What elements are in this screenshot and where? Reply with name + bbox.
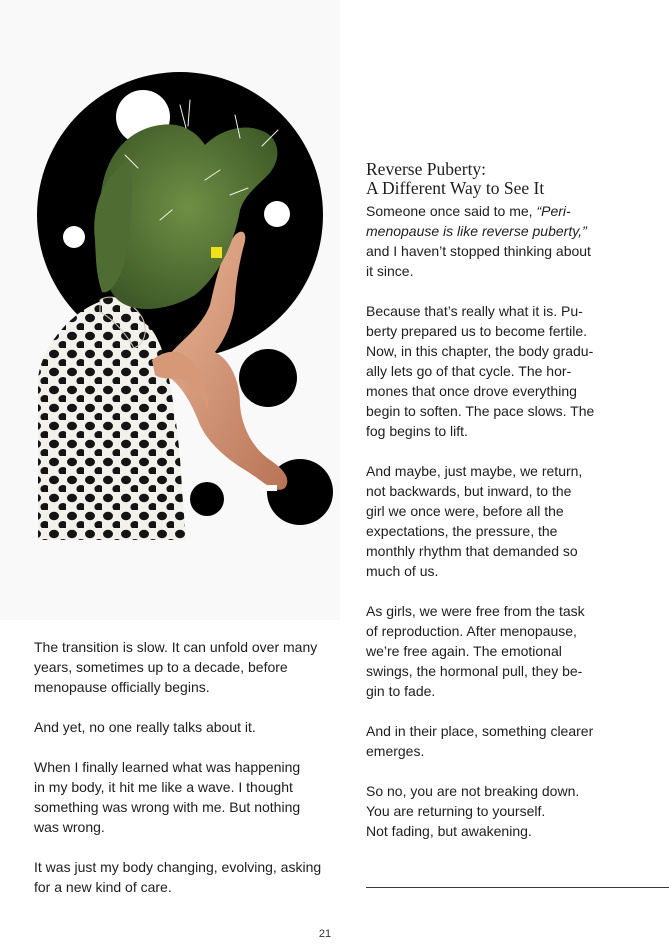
text-line: It was just my body changing, evolving, asking	[34, 859, 322, 875]
text-line: So no, you are not breaking down.	[366, 783, 580, 799]
paragraph-emerges	[366, 721, 626, 761]
left-column-text	[34, 637, 334, 897]
text-line: berty prepared us to become fertile.	[366, 323, 588, 339]
paragraph-return	[366, 461, 626, 581]
text-line: Not fading, but awakening.	[366, 823, 532, 839]
text-line: we’re free again. The emotional	[366, 643, 562, 659]
black-circle-small	[190, 482, 224, 516]
section-heading	[366, 160, 666, 198]
right-column-text	[366, 201, 626, 841]
paragraph-puberty	[366, 301, 626, 441]
text-line: was wrong.	[34, 819, 105, 835]
text-line: gin to fade.	[366, 683, 436, 699]
text-line: expectations, the pressure, the	[366, 523, 558, 539]
paragraph-intro-quote	[366, 201, 626, 281]
text-line: emerges.	[366, 743, 425, 759]
heading-line-1: Reverse Puberty:	[366, 159, 487, 179]
text-line: The transition is slow. It can unfold over many	[34, 639, 318, 655]
black-circle-mid	[239, 349, 297, 407]
page-number: 21	[318, 928, 332, 940]
text-line: And yet, no one really talks about it.	[34, 719, 256, 735]
white-circle-right	[264, 201, 290, 227]
text-line: Now, in this chapter, the body gradu-	[366, 343, 594, 359]
text-line: And in their place, something clearer	[366, 723, 594, 739]
text-line: much of us.	[366, 563, 439, 579]
text-line: fog begins to lift.	[366, 423, 468, 439]
text-line: And maybe, just maybe, we return,	[366, 463, 583, 479]
white-bar-accent	[263, 485, 277, 491]
paragraph-girls	[366, 601, 626, 701]
paragraph-transition	[34, 637, 334, 697]
text-line: mones that once drove everything	[366, 383, 577, 399]
cactus-collage-illustration	[30, 60, 340, 550]
paragraph-closing	[366, 781, 626, 841]
text-line: of reproduction. After menopause,	[366, 623, 577, 639]
text-line: for a new kind of care.	[34, 879, 172, 895]
text-line: monthly rhythm that demanded so	[366, 543, 578, 559]
text-line: As girls, we were free from the task	[366, 603, 585, 619]
collage-svg	[30, 60, 340, 550]
text-line: Someone once said to me, “Peri-	[366, 203, 571, 219]
text-line: not backwards, but inward, to the	[366, 483, 572, 499]
text-line: Because that’s really what it is. Pu-	[366, 303, 583, 319]
text-line: years, sometimes up to a decade, before	[34, 659, 288, 675]
horizontal-divider	[366, 887, 669, 888]
text-line: You are returning to yourself.	[366, 803, 546, 819]
paragraph-wave	[34, 757, 334, 837]
text-line: something was wrong with me. But nothing	[34, 799, 301, 815]
yellow-square-accent	[211, 247, 222, 258]
text-line: and I haven’t stopped thinking about	[366, 243, 591, 259]
text-line: in my body, it hit me like a wave. I thought	[34, 779, 293, 795]
paragraph-no-one-talks	[34, 717, 334, 737]
text-line: ally lets go of that cycle. The hor-	[366, 363, 572, 379]
paragraph-body-changing	[34, 857, 334, 897]
text-line: girl we once were, before all the	[366, 503, 564, 519]
text-line: menopause is like reverse puberty,”	[366, 223, 587, 239]
text-line: swings, the hormonal pull, they be-	[366, 663, 583, 679]
text-line: begin to soften. The pace slows. The	[366, 403, 595, 419]
text-line: it since.	[366, 263, 414, 279]
text-line: When I finally learned what was happening	[34, 759, 301, 775]
text-line: menopause officially begins.	[34, 679, 210, 695]
heading-line-2: A Different Way to See It	[366, 178, 545, 198]
white-circle-left	[63, 226, 85, 248]
